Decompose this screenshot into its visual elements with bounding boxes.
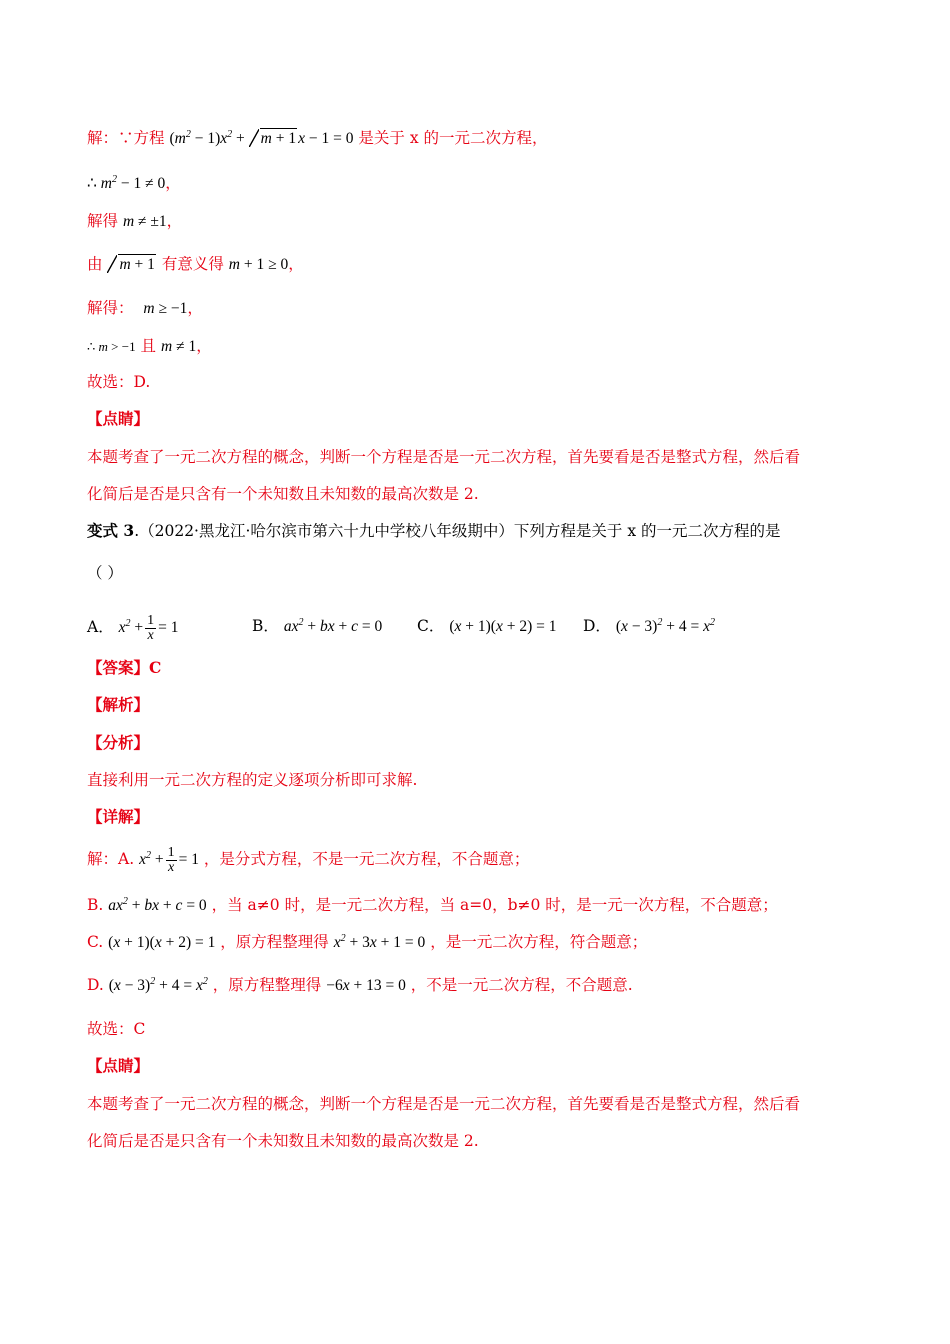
choices-row [87,606,867,646]
question-3-text: .（2022·黑龙江·哈尔滨市第六十九中学校八年级期中）下列方程是关于 x 的一元二次方程的是 [134,522,781,540]
detail-d-equation: $(x - 3)^2 + 4 = x^2$ [108,976,208,994]
condition-m-plus-1: m + 1 ≥ 0 [228,256,289,273]
sqrt-m-plus-1: m + 1 [107,256,156,273]
detail-d [87,973,633,998]
detail-d-suffix: ，不是一元二次方程，不合题意. [410,976,633,994]
question-3-stem [87,519,781,543]
dianjing-line-1b: 化简后是否是只含有一个未知数且未知数的最高次数是 2. [87,485,479,503]
xiangjie-label: 【详解】 [87,807,150,826]
solution-line-4: 由 m + 1 有意义得 m + 1 ≥ 0， [87,252,304,277]
detail-c [87,930,647,955]
choice-d-label: D． [583,617,611,635]
answer-blank: （ ） [87,564,123,582]
fenxi-text: 直接利用一元二次方程的定义逐项分析即可求解. [87,771,418,789]
detail-b [87,893,778,918]
dianjing-label-3: 【点睛】 [87,1056,150,1075]
dianjing-label-1: 【点睛】 [87,409,150,428]
dianjing-line-3a: 本题考查了一元二次方程的概念，判断一个方程是否是一元二次方程，首先要看是否是整式方程，然后看 [87,1095,801,1113]
solution-line-1 [87,126,548,151]
detail-c-prefix: C. [87,933,104,951]
choice-b [252,614,382,639]
detail-d-mid: ，原方程整理得 [212,976,322,994]
therefore-m-gt-neg1: ∴ m > −1 [87,339,136,354]
solution-line-5: 解得： m ≥ −1， [87,299,203,317]
solution-line-2: ∴ $m^2 - 1 \ne 0$， [87,174,181,192]
detail-c-mid: ，原方程整理得 [220,933,329,951]
result-m-not-pm1: m ≠ ±1 [122,213,167,230]
choice-a-label: A． [87,618,114,637]
detail-a-suffix: ，是分式方程，不是一元二次方程，不合题意； [203,850,530,869]
choice-c [417,614,557,639]
solution-line-6: ∴ m > −1 且 m ≠ 1， [87,337,212,355]
fenxi-label: 【分析】 [87,733,150,752]
choice-a-equation: $x^2$ + $\frac{1}{x}$ = 1 [118,613,179,643]
detail-b-suffix: ，当 a≠0 时，是一元二次方程，当 a=0，b≠0 时，是一元一次方程，不合题意； [211,896,778,914]
detail-a-prefix: 解：A. [87,850,135,869]
solution-line-4-prefix: 由 [87,255,103,273]
solution-line-3: 解得 m ≠ ±1， [87,212,183,230]
detail-a [87,846,529,882]
equation-main: $(m^2 - 1)x^2 + m + 1$ x − 1 = 0 [169,130,353,147]
final-choice-1: 故选：D. [87,373,151,391]
solution-line-6-mid: 且 [140,337,157,355]
detail-a-equation: $x^2$ + $\frac{1}{x}$ = 1 [139,845,199,875]
choice-a [87,614,179,643]
choice-c-label: C． [417,617,445,635]
solution-line-4-mid: 有意义得 [161,255,224,273]
detail-b-prefix: B. [87,896,104,914]
solution-line-1-prefix: 解：∵方程 [87,129,165,147]
detail-b-equation: $ax^2$ + bx + c = 0 [108,896,207,914]
detail-d-prefix: D. [87,976,104,994]
question-3-label: 变式 3 [87,521,135,540]
dianjing-line-3b: 化简后是否是只含有一个未知数且未知数的最高次数是 2. [87,1132,479,1150]
choice-b-equation: $ax^2$ + bx + c = 0 [283,617,383,635]
dianjing-line-1a: 本题考查了一元二次方程的概念，判断一个方程是否是一元二次方程，首先要看是否是整式方程，然后看 [87,448,801,466]
inequality-m-squared: ∴ $m^2 - 1 \ne 0$ [87,174,166,192]
choice-d [583,614,715,639]
solution-line-1-suffix: 是关于 x 的一元二次方程， [358,129,548,147]
choice-b-label: B． [252,617,279,635]
answer-label: 【答案】C [87,658,162,677]
detail-c-equation: (x + 1)(x + 2) = 1 [108,934,216,951]
jiexi-label: 【解析】 [87,695,150,714]
detail-c-equation-simplified: $x^2 + 3x + 1 = 0$ [333,933,426,951]
choice-c-equation: (x + 1)(x + 2) = 1 [449,618,557,635]
choice-d-equation: $(x - 3)^2 + 4 = x^2$ [615,617,715,635]
detail-c-suffix: ，是一元二次方程，符合题意； [430,933,648,951]
detail-d-equation-simplified: −6x + 13 = 0 [326,977,406,994]
final-choice-3: 故选：C [87,1020,146,1038]
condition-m-ne-1: m ≠ 1 [160,338,197,355]
result-m-ge-neg1: m ≥ −1 [143,300,188,317]
